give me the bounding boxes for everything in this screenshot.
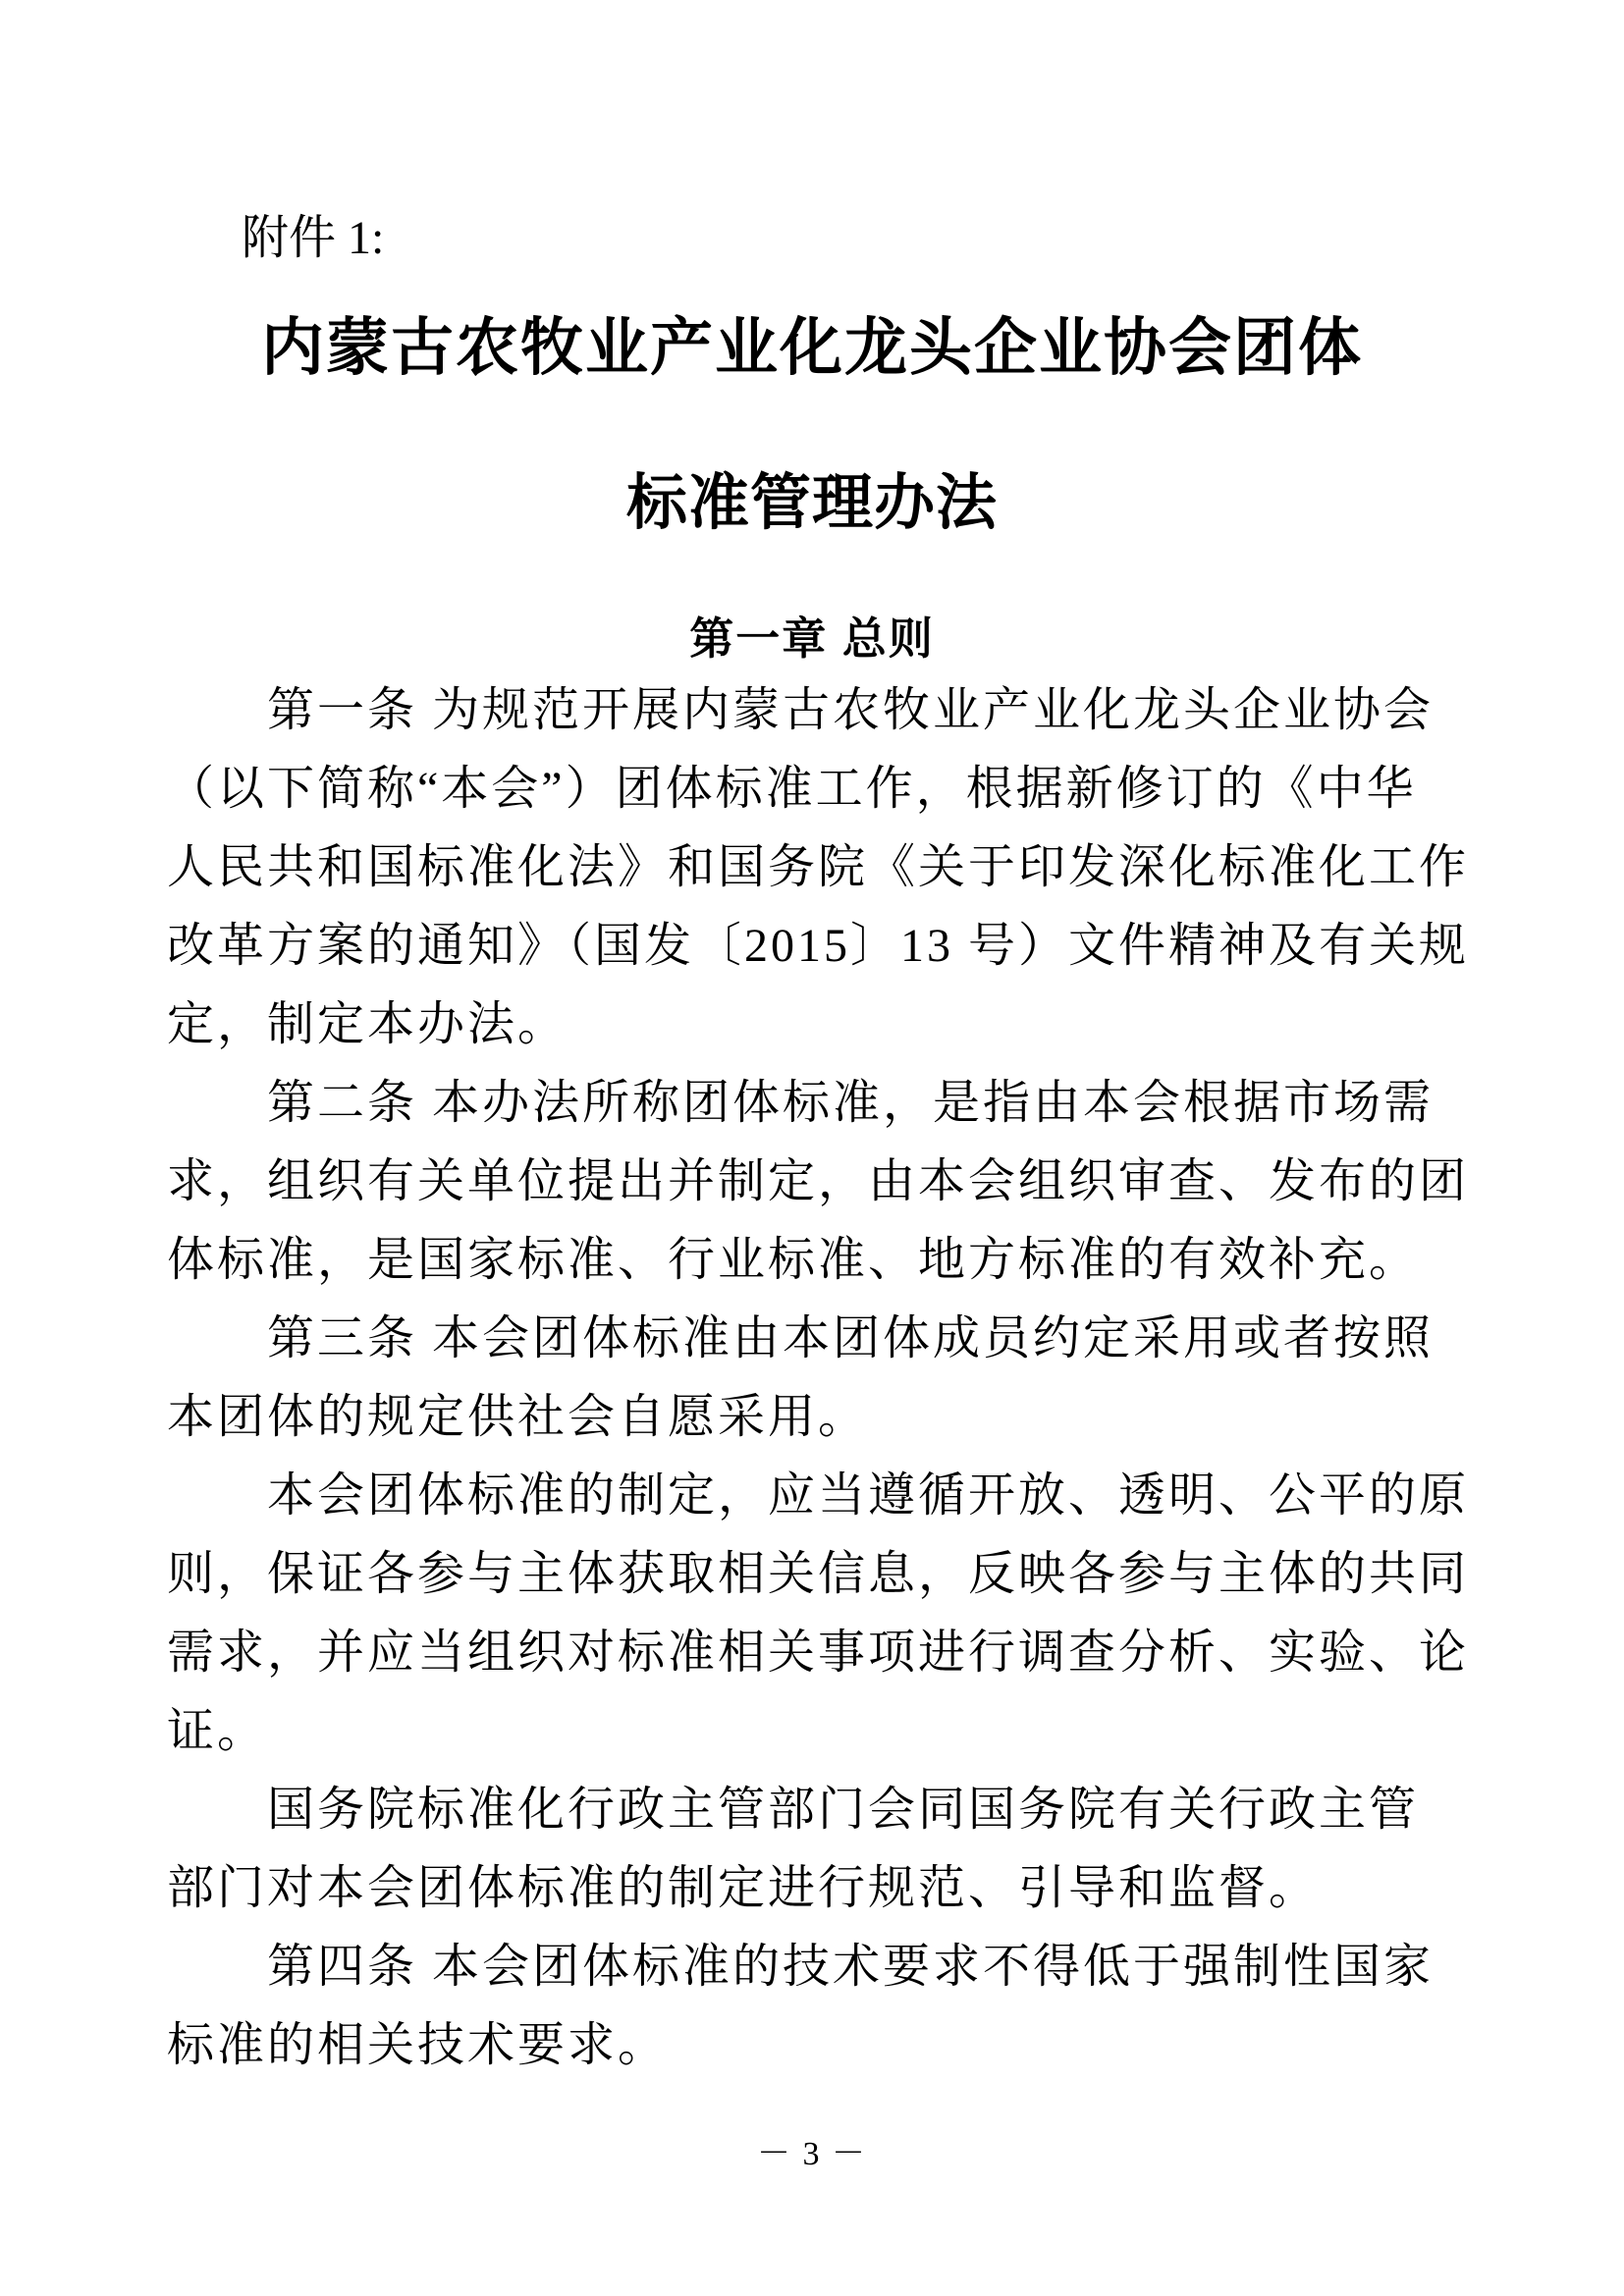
body-line: 第二条 本办法所称团体标准，是指由本会根据市场需	[267, 1077, 1435, 1129]
body-line: 第四条 本会团体标准的技术要求不得低于强制性国家	[267, 1941, 1435, 1993]
body-line: 人民共和国标准化法》和国务院《关于印发深化标准化工作	[167, 841, 1470, 893]
body-line: 国务院标准化行政主管部门会同国务院有关行政主管	[267, 1784, 1420, 1836]
body-line: 则，保证各参与主体获取相关信息，反映各参与主体的共同	[167, 1548, 1470, 1600]
document-title-line-2: 标准管理办法	[625, 470, 998, 537]
body-line: 本团体的规定供社会自愿采用。	[167, 1391, 869, 1443]
paragraph	[167, 1771, 1473, 1928]
chapter-heading: 第一章 总则	[689, 614, 935, 664]
body-line: 本会团体标准的制定，应当遵循开放、透明、公平的原	[267, 1469, 1470, 1522]
body-line: 第一条 为规范开展内蒙古农牧业产业化龙头企业协会	[267, 684, 1435, 736]
paragraph	[167, 1457, 1473, 1771]
paragraph	[167, 671, 1473, 1064]
body-line: 需求，并应当组织对标准相关事项进行调查分析、实验、论	[167, 1627, 1470, 1679]
attachment-label: 附件 1:	[242, 212, 385, 264]
body-line: （以下简称“本会”）团体标准工作，根据新修订的《中华	[167, 763, 1417, 815]
body-line: 部门对本会团体标准的制定进行规范、引导和监督。	[167, 1862, 1320, 1914]
page-number: － 3 －	[757, 2136, 867, 2172]
document-body	[167, 671, 1473, 2085]
paragraph	[167, 1064, 1473, 1300]
body-line: 体标准，是国家标准、行业标准、地方标准的有效补充。	[167, 1234, 1420, 1286]
body-line: 改革方案的通知》（国发〔2015〕13 号）文件精神及有关规	[167, 920, 1470, 972]
paragraph	[167, 1928, 1473, 2085]
body-line: 证。	[167, 1705, 268, 1757]
body-line: 求，组织有关单位提出并制定，由本会组织审查、发布的团	[167, 1155, 1470, 1207]
body-line: 标准的相关技术要求。	[167, 2019, 669, 2071]
document-title-line-1: 内蒙古农牧业产业化龙头企业协会团体	[261, 313, 1363, 383]
body-line: 第三条 本会团体标准由本团体成员约定采用或者按照	[267, 1312, 1435, 1364]
body-line: 定，制定本办法。	[167, 998, 568, 1050]
paragraph	[167, 1300, 1473, 1457]
